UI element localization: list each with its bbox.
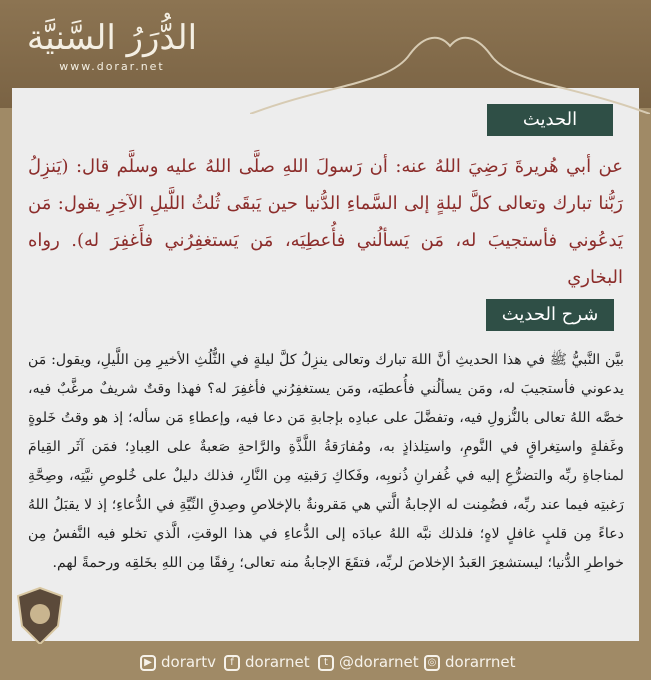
sharh-text: بيَّن النَّبيُّ ﷺ في هذا الحديثِ أنَّ اللهَ تبارك وتعالى ينزِلُ كلَّ ليلةٍ في الثُّلُثِ الأخيرِ مِن اللَّيلِ، ويقول: مَن يدعوني فأستجيبَ له، ومَن يسألُني فأُعطيَه، ومَن يستغفِرُني فأغفِرَ له؟ فهذا وقتٌ شريفٌ مرغَّبٌ فيه، خصَّه اللهُ تعالى بالنُّزولِ فيه، وتفضَّلَ على عبادِه بإجابةِ مَن دعا فيه، وإعطاءِ مَن سأله؛ إذ هو وقتُ خَلوةٍ وغَفلةٍ واستِغراقٍ في النَّومِ، واستِلذاذٍ به، ومُفارَقةُ اللَّذَّةِ والرَّاحةِ صَعبةٌ على العِبادِ؛ فمَن آثَر القِيامَ لمناجاةِ ربِّه والتضرُّعِ إليه في غُفرانِ ذُنوبِه، وفَكاكِ رَقبتِه مِن النَّارِ، فذلك دليلٌ على خُلوصِ نيَّتِه، وصِحَّةِ رَغبتِه فيما عند ربِّه، فضُمِنت له الإجابةُ الَّتي هي مَقرونةٌ بالإخلاصِ وصِدقِ النِّيَّةِ في الدُّعاءِ؛ إذ لا يقبَلُ اللهُ دعاءً مِن قلبٍ غافلٍ لاهٍ؛ فلذلك نبَّه اللهُ عبادَه إلى الدُّعاءِ في هذا الوقتِ، الَّذي تخلو فيه النَّفسُ مِن خواطرِ الدُّنيا؛ ليستشعِرَ العَبدُ الإخلاصَ لربِّه، فتقَعَ الإجابةُ منه تعالى؛ رِفقًا مِن اللهِ بخَلقِه ورحمةً لهم. — [28, 352, 624, 571]
logo-text: الدُّرَرُ السَّنيَّة — [26, 18, 198, 58]
social-twitter[interactable] — [318, 652, 419, 672]
youtube-handle[interactable]: dorartv — [161, 653, 216, 671]
facebook-icon: f — [224, 655, 240, 671]
footer — [0, 644, 651, 680]
twitter-icon: t — [318, 655, 334, 671]
facebook-handle[interactable]: dorarnet — [245, 653, 310, 671]
instagram-icon: ◎ — [424, 655, 440, 671]
hadith-section-label: الحديث — [487, 104, 613, 136]
logo-url[interactable]: www.dorar.net — [59, 60, 165, 73]
play-icon: ▶ — [140, 655, 156, 671]
hadith-text: عن أبي هُريرةَ رَضِيَ اللهُ عنه: أن رَسولَ اللهِ صلَّى اللهُ عليه وسلَّم قال: (يَنزِلُ رَبُّنا تبارك وتعالى كلَّ ليلةٍ إلى السَّماءِ الدُّنيا حين يَبقَى ثُلثُ اللَّيلِ الآخِرِ يقول: مَن يَدعُوني فأستجيبَ له، مَن يَسألُني فأُعطِيَه، مَن يَستغفِرُني فأَغفِرَ له). رواه البخاري — [28, 156, 623, 288]
twitter-handle[interactable]: @dorarnet — [339, 653, 419, 671]
social-instagram[interactable] — [424, 652, 515, 672]
instagram-handle[interactable]: dorarrnet — [445, 653, 516, 671]
site-logo[interactable] — [22, 18, 202, 78]
sharh-section-label: شرح الحديث — [486, 299, 614, 331]
decorative-arch — [250, 34, 650, 114]
social-youtube[interactable] — [140, 652, 216, 672]
social-facebook[interactable] — [224, 652, 310, 672]
badge-icon — [14, 586, 66, 648]
